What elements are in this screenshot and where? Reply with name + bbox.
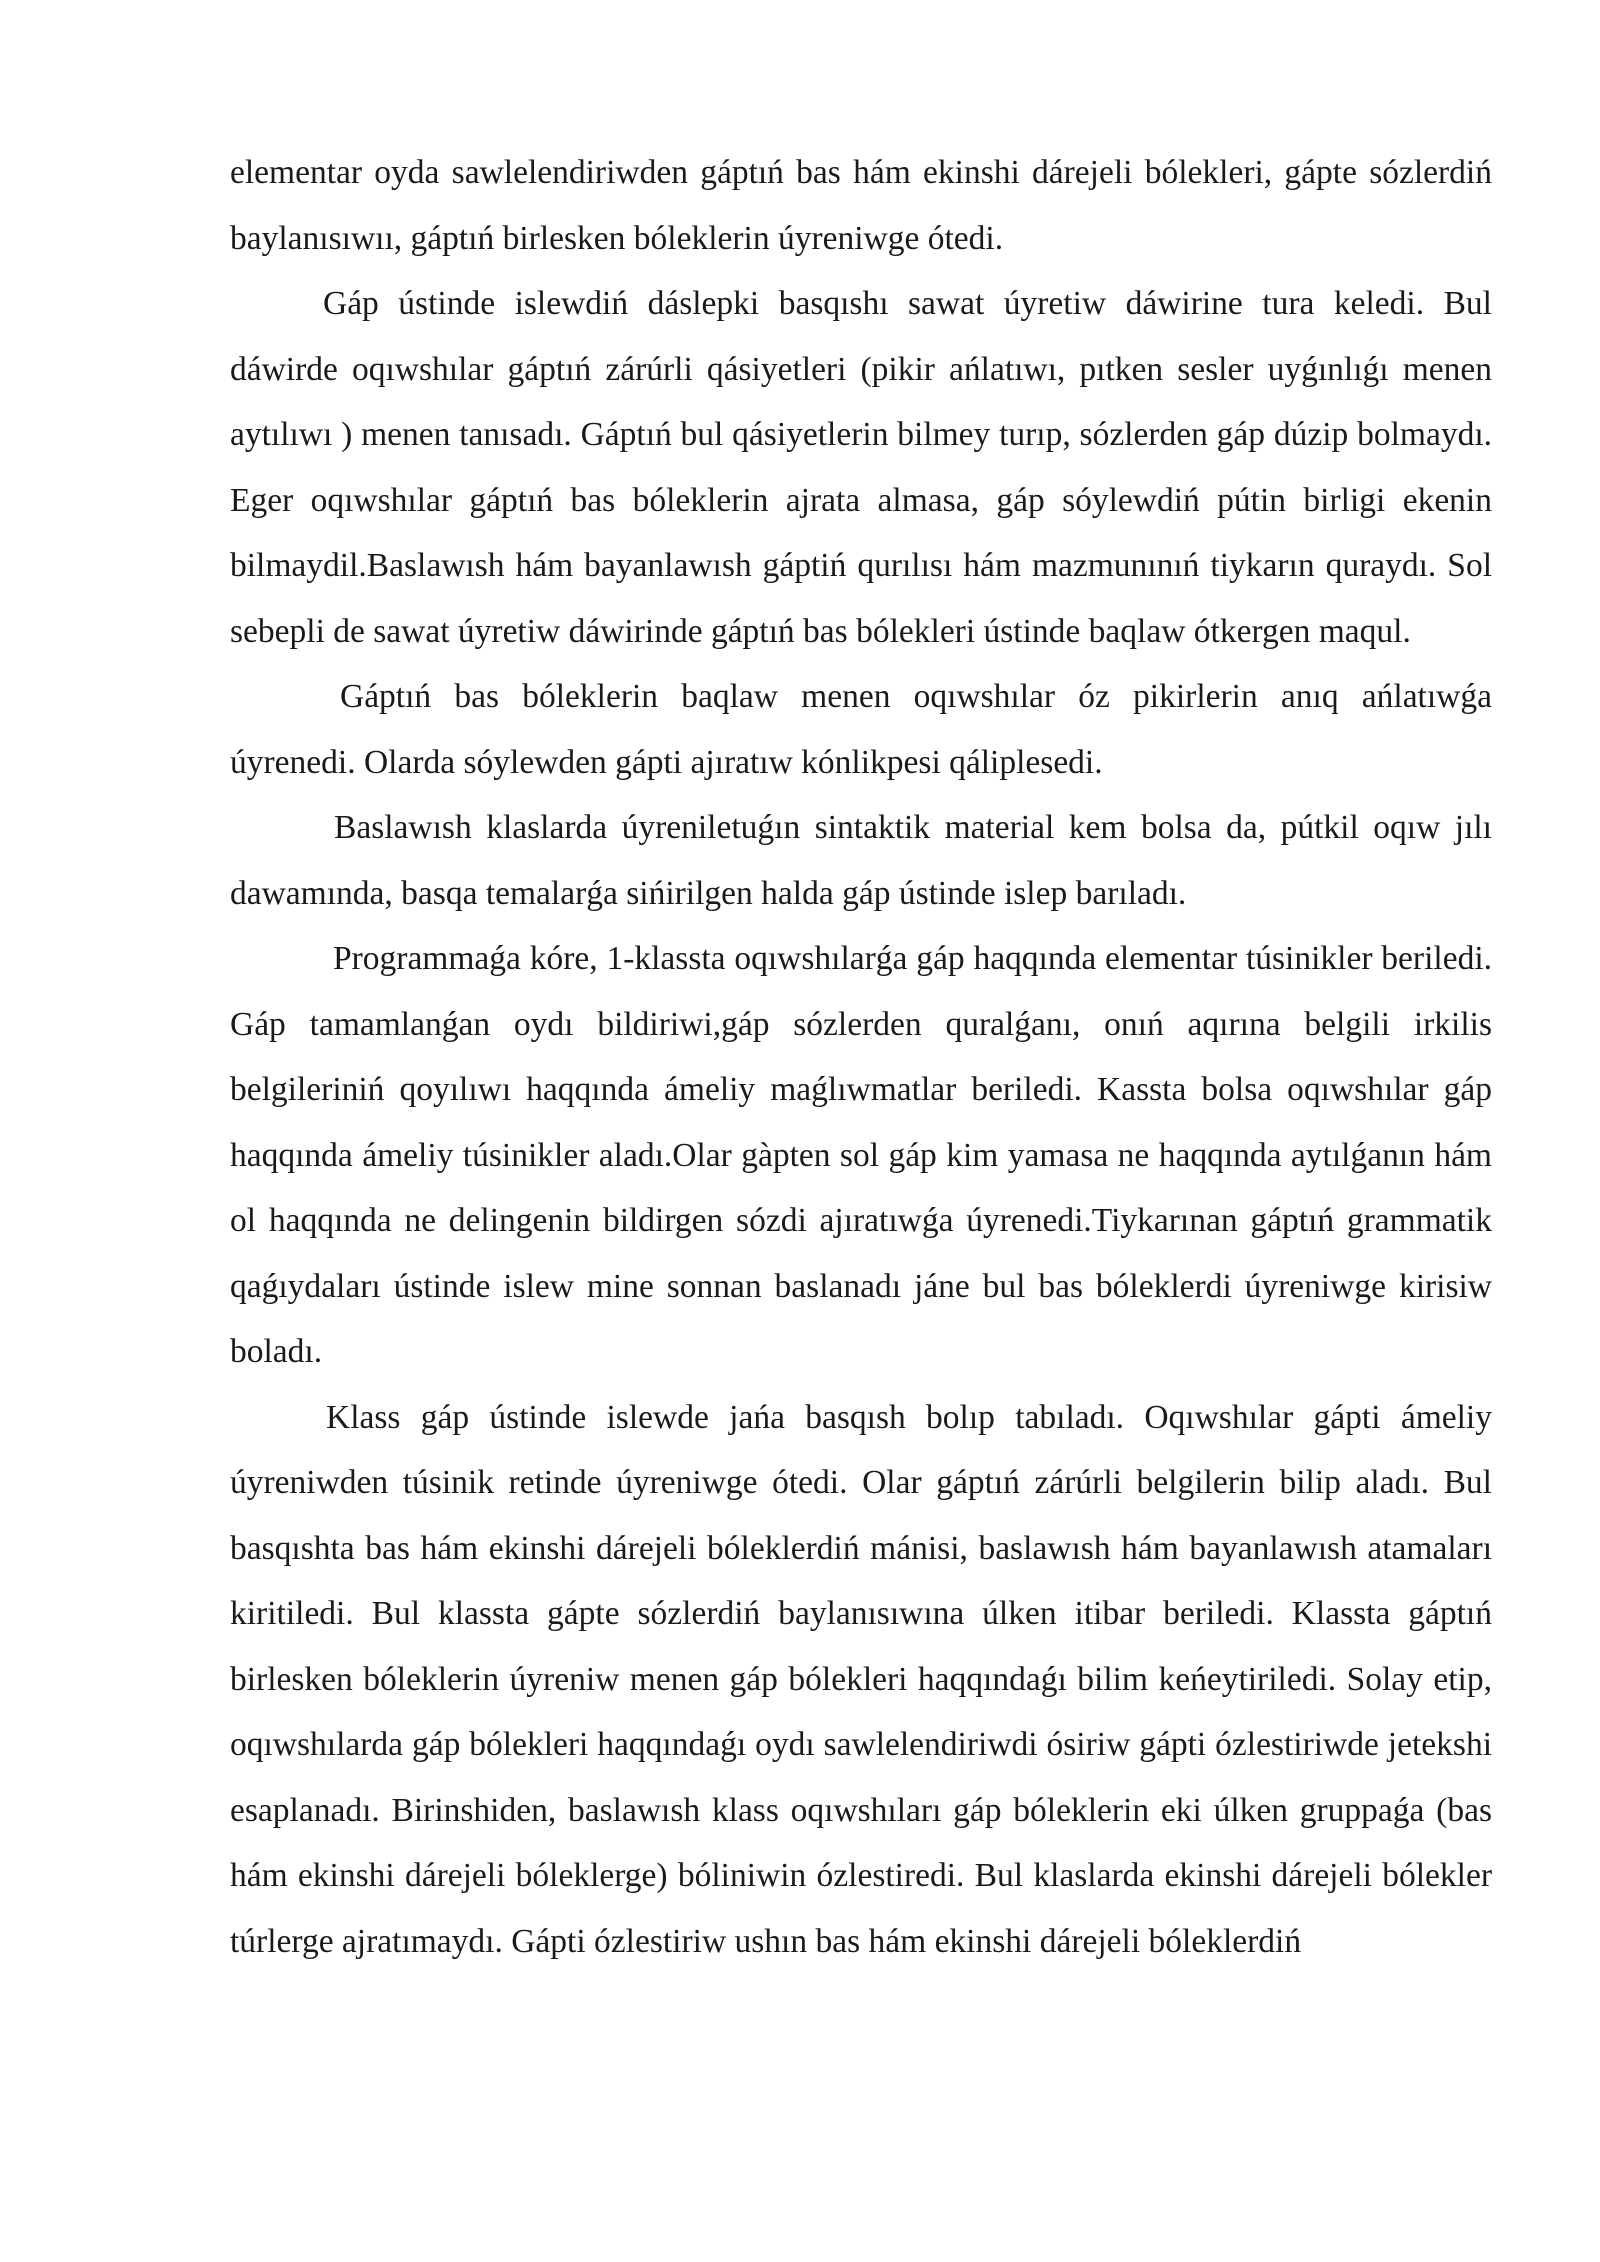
paragraph-main-parts: Gáptıń bas bóleklerin baqlaw menen oqıwshılar óz pikirlerin anıq ańlatıwǵa úyrenedi. Olarda sóylewden gápti ajıratıw kónlikpesi qáliplesedi. — [230, 678, 1492, 781]
paragraph-syntactic-material: Baslawısh klaslarda úyreniletuǵın sintaktik material kem bolsa da, pútkil oqıw jılı dawamında, basqa temalarǵa sińirilgen halda gáp ústinde islep barıladı. — [230, 809, 1492, 912]
paragraph-first-stage: Gáp ústinde islewdiń dáslepki basqıshı sawat úyretiw dáwirine tura keledi. Bul dáwirde oqıwshılar gáptıń zárúrli qásiyetleri (pikir ańlatıwı, pıtken sesler uyǵınlıǵı menen aytılıwı ) menen tanısadı. Gáptıń bul qásiyetlerin bilmey turıp, sózlerden gáp dúzip bolmaydı. Eger oqıwshılar gáptıń bas bóleklerin ajrata almasa, gáp sóylewdiń pútin birligi ekenin bilmaydil.Baslawısh hám bayanlawısh gáptiń qurılısı hám mazmunınıń tiykarın quraydı. Sol sebepli de sawat úyretiw dáwirinde gáptıń bas bólekleri ústinde baqlaw ótkergen maqul. — [230, 285, 1492, 650]
paragraph-new-stage: Klass gáp ústinde islewde jańa basqısh bolıp tabıladı. Oqıwshılar gápti ámeliy úyreniwden túsinik retinde úyreniwge ótedi. Olar gáptıń zárúrli belgilerin bilip aladı. Bul basqıshta bas hám ekinshi dárejeli bóleklerdiń mánisi, baslawısh hám bayanlawısh atamaları kiritiledi. Bul klassta gápte sózlerdiń baylanısıwına úlken itibar beriledi. Klassta gáptıń birlesken bóleklerin úyreniw menen gáp bólekleri haqqındaǵı bilim keńeytiriledi. Solay etip, oqıwshılarda gáp bólekleri haqqındaǵı oydı sawlelendiriwdi ósiriw gápti ózlestiriwde jetekshi esaplanadı. Birinshiden, baslawısh klass oqıwshıları gáp bóleklerin eki úlken gruppaǵa (bas hám ekinshi dárejeli bóleklerge) bóliniwin ózlestiredi. Bul klaslarda ekinshi dárejeli bólekler túrlerge ajratımaydı. Gápti ózlestiriw ushın bas hám ekinshi dárejeli bóleklerdiń — [230, 1398, 1492, 1960]
paragraph-continuation: elementar oyda sawlelendiriwden gáptıń bas hám ekinshi dárejeli bólekleri, gápte sózlerdiń baylanısıwıı, gáptıń birlesken bóleklerin úyreniwge ótedi. — [230, 154, 1492, 257]
document-page — [230, 140, 1492, 1974]
paragraph-programme: Programmaǵa kóre, 1-klassta oqıwshılarǵa gáp haqqında elementar túsinikler beriledi. Gáp tamamlanǵan oydı bildiriwi,gáp sózlerden quralǵanı, onıń aqırına belgili irkilis belgileriniń qoyılıwı haqqında ámeliy maǵlıwmatlar beriledi. Kassta bolsa oqıwshılar gáp haqqında ámeliy túsinikler aladı.Olar gàpten sol gáp kim yamasa ne haqqında aytılǵanın hám ol haqqında ne delingenin bildirgen sózdi ajıratıwǵa úyrenedi.Tiykarınan gáptıń grammatik qaǵıydaları ústinde islew mine sonnan baslanadı jáne bul bas bóleklerdi úyreniwge kirisiw boladı. — [230, 940, 1492, 1370]
